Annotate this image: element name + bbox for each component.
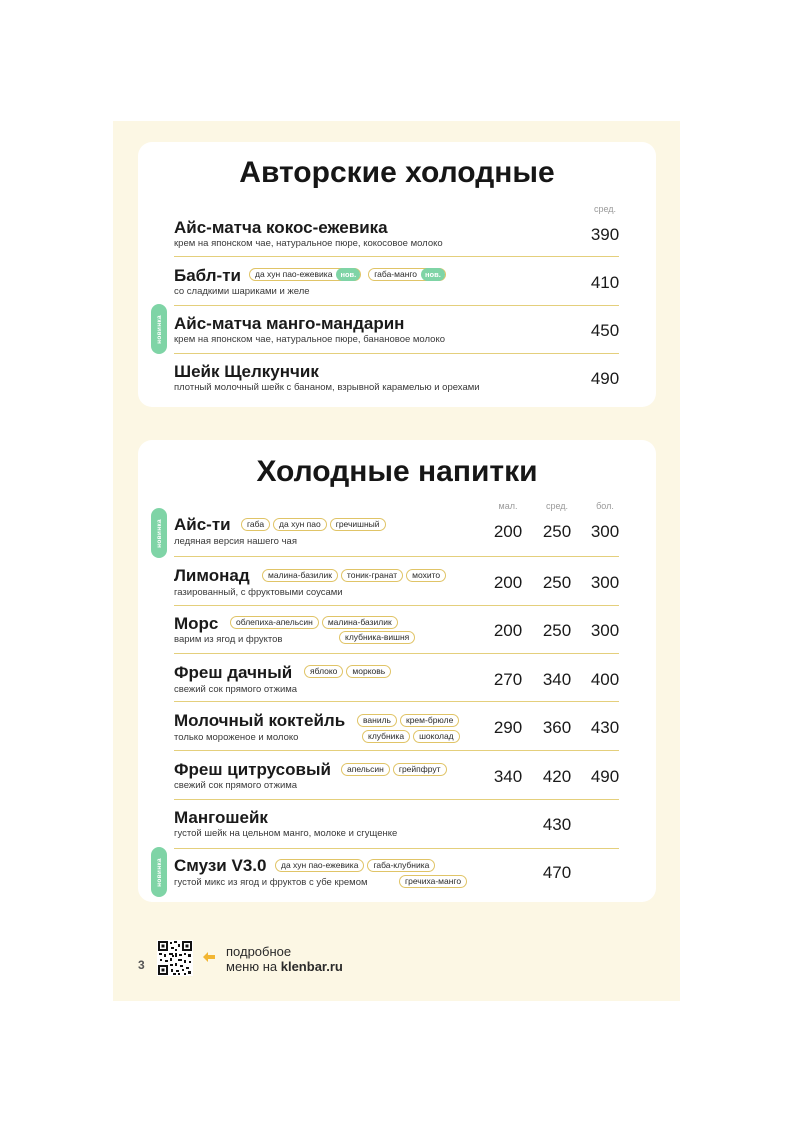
price-small: 340 <box>493 767 523 786</box>
tag-list <box>249 268 446 281</box>
arrow-left-icon <box>202 951 216 963</box>
item-description: крем на японском чае, натуральное пюре, кокосовое молоко <box>174 238 443 249</box>
footer-line1: подробное <box>226 944 292 959</box>
section-title: Авторские холодные <box>239 156 555 189</box>
item-price: 490 <box>590 369 620 388</box>
price-large: 400 <box>590 670 620 689</box>
section-cold-drinks <box>138 440 656 902</box>
section-title: Холодные напитки <box>256 455 538 488</box>
price-small: 290 <box>493 718 523 737</box>
item-description: ледяная версия нашего чая <box>174 536 297 547</box>
tag-chip: апельсин <box>341 763 390 776</box>
divider <box>174 305 619 306</box>
price-medium: 340 <box>542 670 572 689</box>
item-price: 410 <box>590 273 620 292</box>
item-name: Айс-матча кокос-ежевика <box>174 218 388 237</box>
new-badge: новинка <box>151 304 167 354</box>
price-small: 200 <box>493 522 523 541</box>
tag-chip: клубника-вишня <box>339 631 415 644</box>
tag-chip: облепиха-апельсин <box>230 616 319 629</box>
tag-list <box>362 730 460 743</box>
tag-chip: малина-базилик <box>262 569 338 582</box>
price-small: 200 <box>493 621 523 640</box>
tag-list <box>339 631 415 644</box>
footer-link-text[interactable] <box>226 944 343 974</box>
tag-chip: габа-манго нов. <box>368 268 446 281</box>
price-large: 430 <box>590 718 620 737</box>
tag-chip: мохито <box>406 569 446 582</box>
price-large: 490 <box>590 767 620 786</box>
price-medium: 360 <box>542 718 572 737</box>
divider <box>174 701 619 702</box>
size-label-medium: сред. <box>545 501 569 511</box>
item-description: свежий сок прямого отжима <box>174 780 298 791</box>
divider <box>174 256 619 257</box>
new-badge: новинка <box>151 847 167 897</box>
tag-list <box>341 763 447 776</box>
item-name: Смузи V3.0 <box>174 856 267 875</box>
divider <box>174 653 619 654</box>
tag-chip: крем-брюле <box>400 714 459 727</box>
qr-code-icon[interactable] <box>157 940 193 976</box>
price-medium: 250 <box>542 573 572 592</box>
item-name: Фреш цитрусовый <box>174 760 331 779</box>
new-mark: нов. <box>421 268 445 281</box>
item-description: со сладкими шариками и желе <box>174 286 310 297</box>
size-label-large: бол. <box>596 501 614 511</box>
item-price: 450 <box>590 321 620 340</box>
tag-chip: тоник-гранат <box>341 569 403 582</box>
price-small: 270 <box>493 670 523 689</box>
price-medium: 250 <box>542 621 572 640</box>
tag-chip: грейпфрут <box>393 763 447 776</box>
divider <box>174 750 619 751</box>
tag-chip: габа <box>241 518 270 531</box>
item-name: Бабл-ти <box>174 266 241 285</box>
site-link[interactable]: klenbar.ru <box>280 959 343 974</box>
price-medium: 430 <box>542 815 572 834</box>
item-name: Молочный коктейль <box>174 711 346 730</box>
tag-chip: гречиха-манго <box>399 875 467 888</box>
item-name: Лимонад <box>174 566 250 585</box>
tag-chip: яблоко <box>304 665 343 678</box>
item-description: плотный молочный шейк с бананом, взрывной карамелью и орехами <box>174 382 480 393</box>
price-large: 300 <box>590 573 620 592</box>
tag-list <box>241 518 386 531</box>
divider <box>174 799 619 800</box>
price-medium: 470 <box>542 863 572 882</box>
item-description: густой микс из ягод и фруктов с убе кремом <box>174 877 368 888</box>
item-name: Шейк Щелкунчик <box>174 362 319 381</box>
item-name: Морс <box>174 614 219 633</box>
item-description: варим из ягод и фруктов <box>174 634 283 645</box>
item-description: газированный, с фруктовыми соусами <box>174 587 343 598</box>
item-description: свежий сок прямого отжима <box>174 684 298 695</box>
new-badge: новинка <box>151 508 167 558</box>
divider <box>174 605 619 606</box>
divider <box>174 848 619 849</box>
divider <box>174 556 619 557</box>
tag-chip: малина-базилик <box>322 616 398 629</box>
price-large: 300 <box>590 621 620 640</box>
item-name: Фреш дачный <box>174 663 293 682</box>
price-medium: 420 <box>542 767 572 786</box>
tag-chip: да хун пао-ежевика нов. <box>249 268 361 281</box>
item-description: густой шейк на цельном манго, молоке и сгущенке <box>174 828 398 839</box>
price-small: 200 <box>493 573 523 592</box>
price-medium: 250 <box>542 522 572 541</box>
item-name: Айс-ти <box>174 515 231 534</box>
item-name: Мангошейк <box>174 808 268 827</box>
tag-list <box>357 714 459 727</box>
footer-line2: меню на klenbar.ru <box>226 959 343 974</box>
price-large: 300 <box>590 522 620 541</box>
tag-list <box>230 616 398 629</box>
tag-list <box>262 569 446 582</box>
tag-chip: да хун пао <box>273 518 327 531</box>
new-mark: нов. <box>336 268 360 281</box>
tag-list <box>275 859 435 872</box>
tag-chip: шоколад <box>413 730 460 743</box>
tag-chip: да хун пао-ежевика <box>275 859 364 872</box>
item-name: Айс-матча манго-мандарин <box>174 314 405 333</box>
tag-chip: клубника <box>362 730 410 743</box>
item-description: крем на японском чае, натуральное пюре, банановое молоко <box>174 334 445 345</box>
item-description: только мороженое и молоко <box>174 732 299 743</box>
tag-chip: морковь <box>346 665 391 678</box>
tag-list <box>304 665 391 678</box>
tag-chip: габа-клубника <box>367 859 435 872</box>
item-price: 390 <box>590 225 620 244</box>
divider <box>174 353 619 354</box>
tag-list <box>399 875 467 888</box>
tag-chip: ваниль <box>357 714 397 727</box>
tag-chip: гречишный <box>330 518 386 531</box>
size-label-small: мал. <box>498 501 518 511</box>
page-number: 3 <box>138 958 145 972</box>
size-label-medium: сред. <box>593 204 617 214</box>
section-authors-cold <box>138 142 656 407</box>
